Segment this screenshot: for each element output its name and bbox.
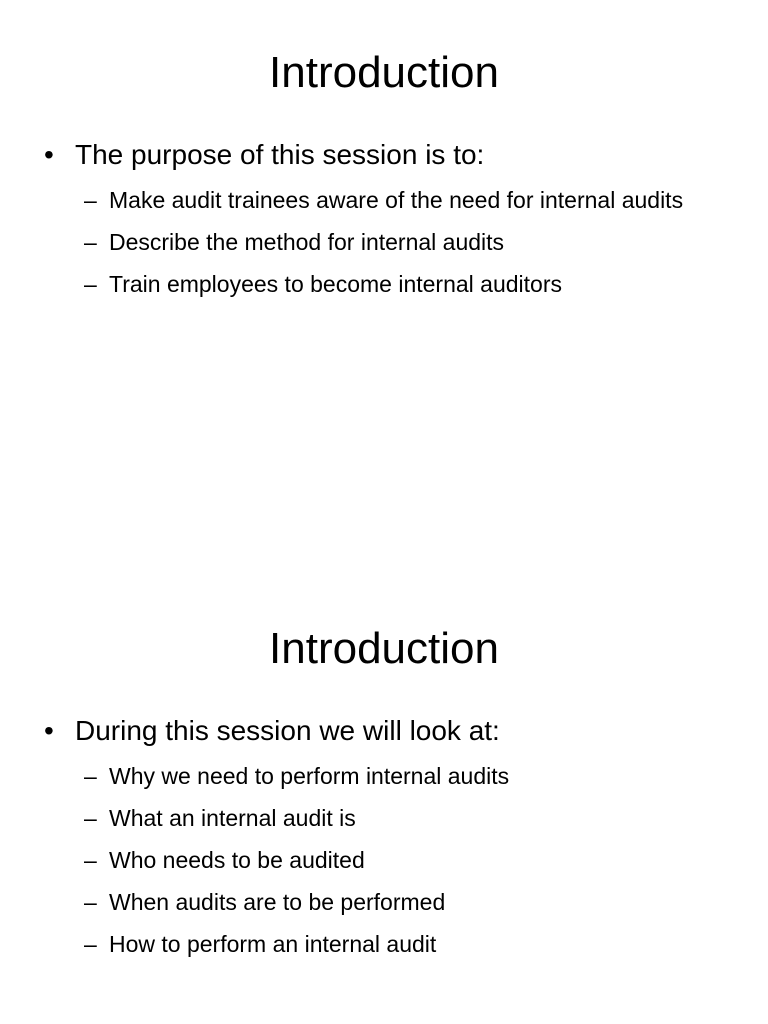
slide-title: Introduction xyxy=(269,624,499,673)
sub-bullet-list xyxy=(84,762,509,972)
sub-bullet-text: Describe the method for internal audits xyxy=(109,229,505,255)
sub-bullet-text: What an internal audit is xyxy=(109,805,356,831)
bullet-text: During this session we will look at: xyxy=(75,715,500,746)
sub-bullet-text: Who needs to be audited xyxy=(109,847,365,873)
dash-marker: – xyxy=(84,889,97,915)
sub-bullet-item xyxy=(84,186,683,228)
bullet-point xyxy=(44,137,484,173)
sub-bullet-text: Train employees to become internal auditors xyxy=(109,271,562,297)
bullet-point xyxy=(44,713,500,749)
sub-bullet-item xyxy=(84,804,509,846)
dash-marker: – xyxy=(84,931,97,957)
sub-bullet-item xyxy=(84,888,509,930)
sub-bullet-item xyxy=(84,762,509,804)
sub-bullet-item xyxy=(84,228,683,270)
dash-marker: – xyxy=(84,229,97,255)
dash-marker: – xyxy=(84,805,97,831)
sub-bullet-item xyxy=(84,846,509,888)
sub-bullet-item xyxy=(84,270,683,312)
dash-marker: – xyxy=(84,271,97,297)
sub-bullet-text: Why we need to perform internal audits xyxy=(109,763,510,789)
sub-bullet-list xyxy=(84,186,683,312)
bullet-text: The purpose of this session is to: xyxy=(75,139,485,170)
dash-marker: – xyxy=(84,763,97,789)
sub-bullet-text: Make audit trainees aware of the need for internal audits xyxy=(109,187,684,213)
bullet-marker: • xyxy=(44,715,54,746)
sub-bullet-text: When audits are to be performed xyxy=(109,889,446,915)
sub-bullet-item xyxy=(84,930,509,972)
bullet-marker: • xyxy=(44,139,54,170)
dash-marker: – xyxy=(84,847,97,873)
slide-title: Introduction xyxy=(269,48,499,97)
dash-marker: – xyxy=(84,187,97,213)
sub-bullet-text: How to perform an internal audit xyxy=(109,931,437,957)
slide-2 xyxy=(0,576,768,1024)
